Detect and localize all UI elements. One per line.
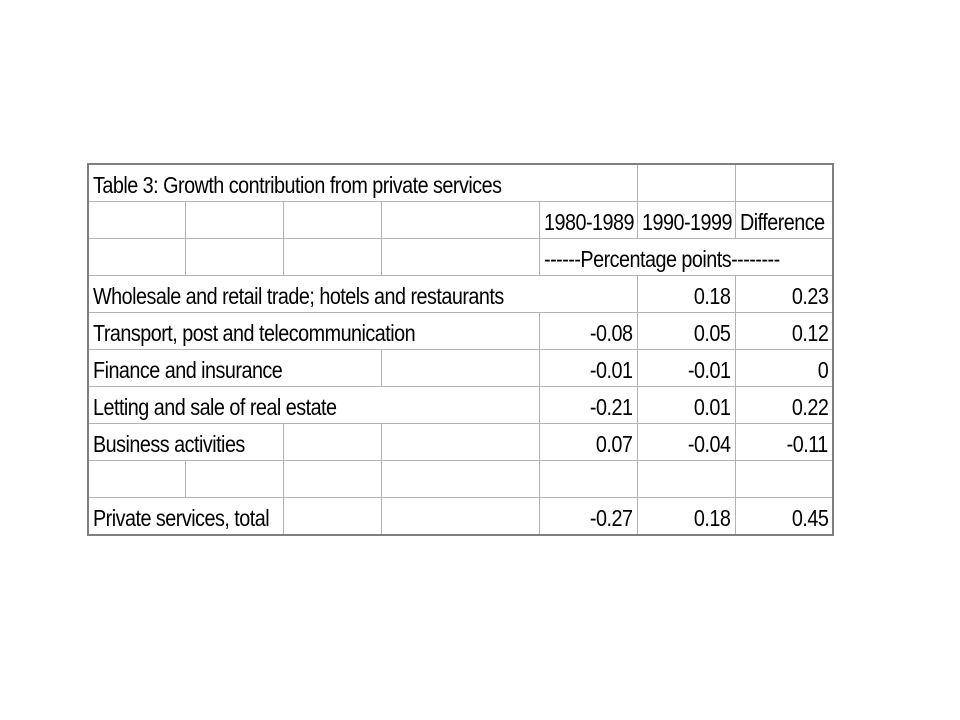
column-header-1990-1999: 1990-1999 [637,202,735,239]
row-label: Business activities [88,424,283,461]
row-label: Finance and insurance [88,350,381,387]
table-row [88,350,833,387]
empty-cell [88,202,185,239]
empty-cell [283,202,381,239]
empty-cell [381,239,539,276]
empty-cell [381,350,539,387]
row-value-difference: 0.22 [735,387,833,424]
empty-cell [381,202,539,239]
empty-cell [735,461,833,498]
empty-cell [539,461,637,498]
empty-cell [185,461,283,498]
empty-cell [283,239,381,276]
blank-row [88,461,833,498]
row-value-1990-1999: -0.01 [637,350,735,387]
row-label: Transport, post and telecommunication [88,313,539,350]
title-row [88,164,833,202]
empty-cell [735,164,833,202]
empty-cell [88,239,185,276]
row-value-1980-1989: 0.07 [539,424,637,461]
empty-cell [381,498,539,536]
row-value-1990-1999: 0.01 [637,387,735,424]
growth-contribution-table [87,163,834,536]
total-value-1980-1989: -0.27 [539,498,637,536]
total-value-1990-1999: 0.18 [637,498,735,536]
empty-cell [185,239,283,276]
empty-cell [88,461,185,498]
row-value-difference: 0.23 [735,276,833,313]
total-label: Private services, total [88,498,283,536]
column-header-difference: Difference [735,202,833,239]
unit-label: ------Percentage points-------- [539,239,833,276]
empty-cell [283,461,381,498]
table-row [88,424,833,461]
row-value-1980-1989: -0.01 [539,350,637,387]
row-label: Letting and sale of real estate [88,387,539,424]
row-value-difference: -0.11 [735,424,833,461]
table-row [88,387,833,424]
empty-cell [381,461,539,498]
column-header-row [88,202,833,239]
total-row [88,498,833,536]
row-value-difference: 0.12 [735,313,833,350]
empty-cell [283,424,381,461]
table-row [88,276,833,313]
unit-row [88,239,833,276]
table-row [88,313,833,350]
empty-cell [637,461,735,498]
column-header-1980-1989: 1980-1989 [539,202,637,239]
row-value-1980-1989: -0.21 [539,387,637,424]
total-value-difference: 0.45 [735,498,833,536]
row-value-difference: 0 [735,350,833,387]
empty-cell [637,164,735,202]
row-value-1990-1999: 0.18 [637,276,735,313]
row-value-1980-1989: -0.08 [539,313,637,350]
empty-cell [381,424,539,461]
empty-cell [185,202,283,239]
empty-cell [283,498,381,536]
row-label: Wholesale and retail trade; hotels and restaurants [88,276,637,313]
row-value-1990-1999: 0.05 [637,313,735,350]
row-value-1990-1999: -0.04 [637,424,735,461]
table-title: Table 3: Growth contribution from private services [88,164,637,202]
